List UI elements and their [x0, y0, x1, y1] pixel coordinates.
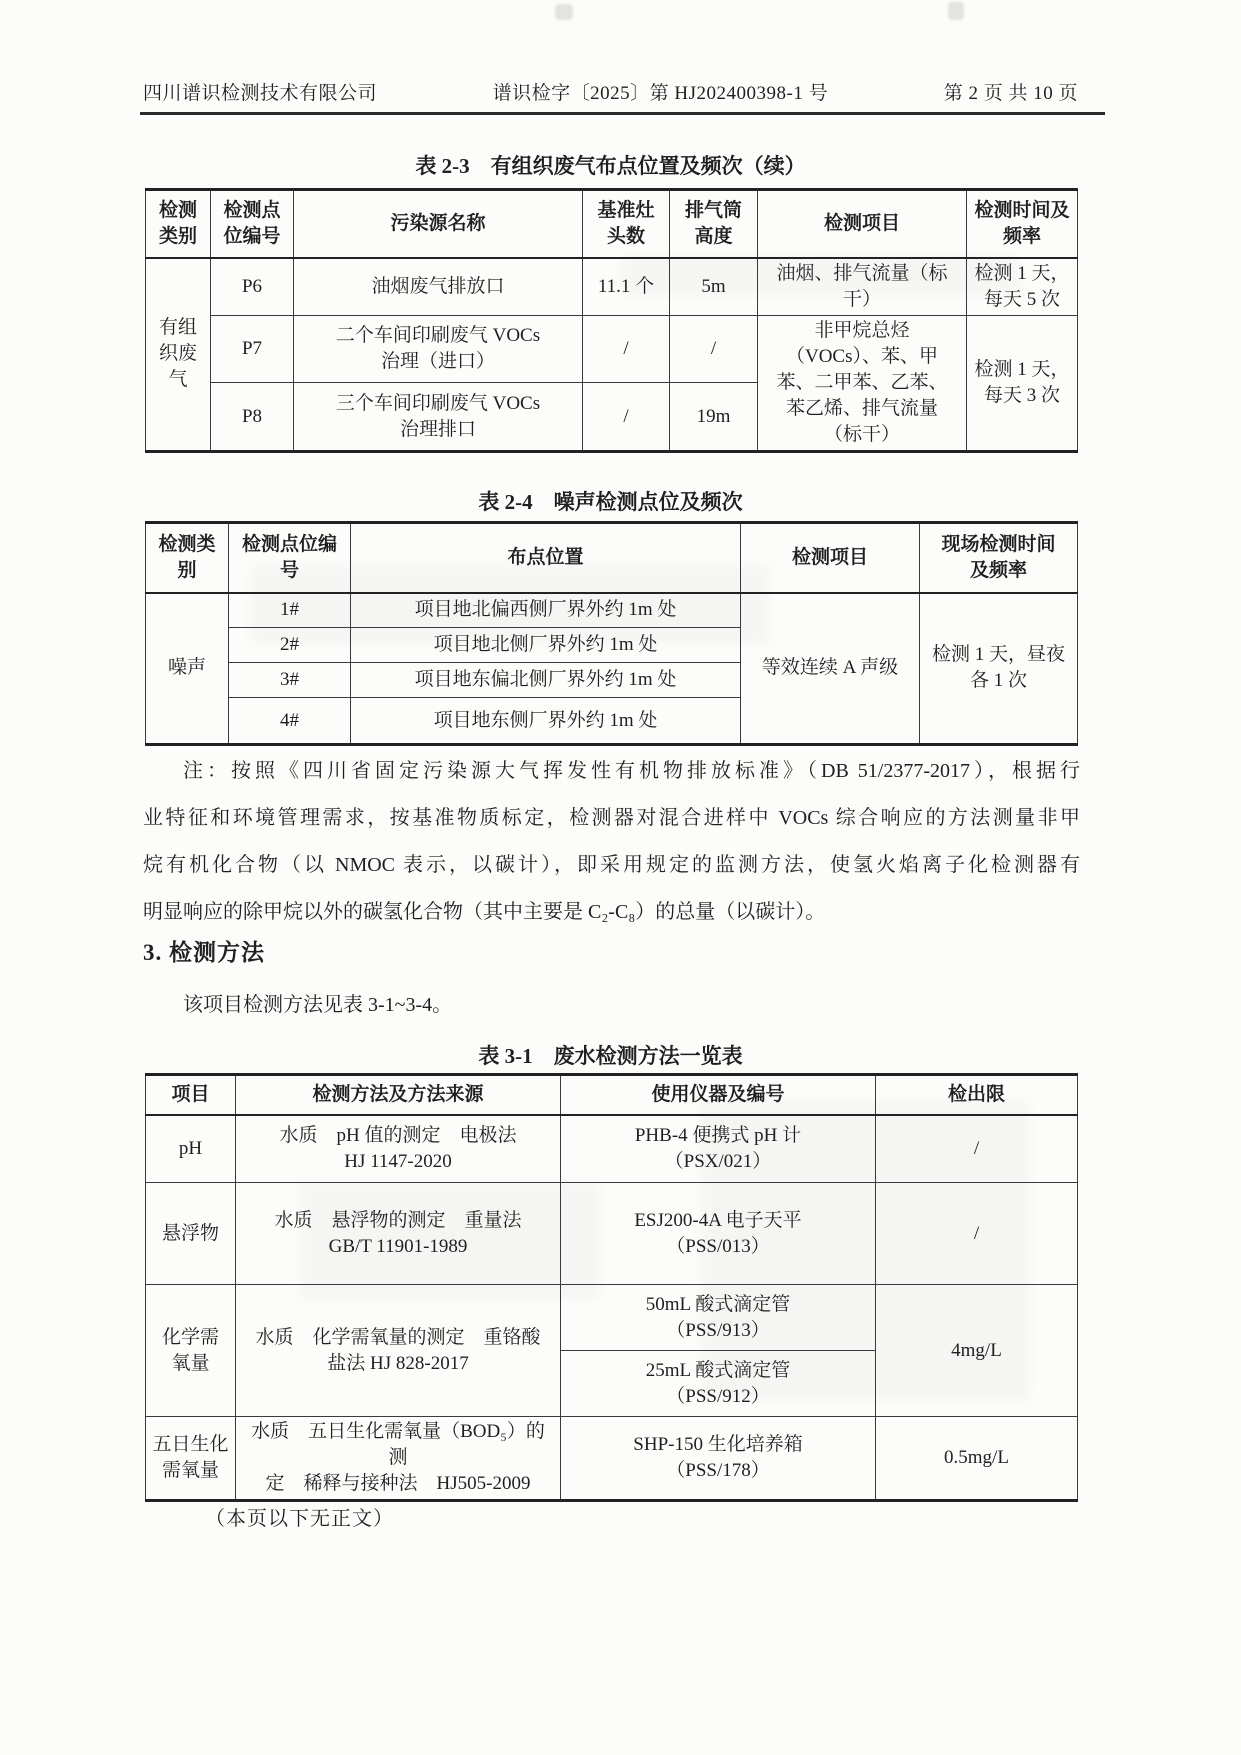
table-row-p7: [146, 316, 1078, 383]
table-2-3: [145, 188, 1078, 453]
cell-method-line1: 水质 悬浮物的测定 重量法: [274, 1209, 522, 1231]
scan-artifact: [555, 4, 573, 20]
table-2-4-title: 表 2-4 噪声检测点位及频次: [478, 490, 743, 514]
table-2-3-header-row: [146, 190, 1078, 258]
cell-source: 油烟废气排放口: [294, 258, 583, 316]
cell-burners: /: [583, 383, 670, 452]
col-header-source: 污染源名称: [294, 190, 583, 258]
cell-items-merged: 等效连续 A 声级: [741, 593, 920, 745]
cell-instrument: [561, 1285, 876, 1351]
note-line: 业特征和环境管理需求，按基准物质标定，检测器对混合进样中 VOCs 综合响应的方法测量非甲: [143, 807, 1080, 829]
table-row-ph: [146, 1115, 1078, 1183]
cell-point: 2#: [229, 628, 351, 663]
cell-item: 悬浮物: [146, 1183, 236, 1285]
cell-instrument-line2: （PSS/013）: [666, 1235, 770, 1257]
cell-item-line1: 化学需: [161, 1326, 219, 1348]
cell-items: 油烟、排气流量（标干）: [758, 258, 967, 316]
page-number: 第 2 页 共 10 页: [943, 83, 1078, 104]
cell-instrument-line1: 50mL 酸式滴定管: [645, 1293, 791, 1315]
table-row-ss: [146, 1183, 1078, 1285]
col-header-burners: 基准灶头数: [583, 190, 670, 258]
cell-limit: /: [876, 1183, 1078, 1285]
cell-instrument-line2: （PSX/021）: [664, 1150, 772, 1172]
cell-location: 项目地北偏西侧厂界外约 1m 处: [351, 593, 741, 628]
col-header-category: 检测类别: [146, 190, 211, 258]
cell-method: [236, 1285, 561, 1417]
cell-point: P8: [211, 383, 294, 452]
cell-method: [236, 1115, 561, 1183]
cell-instrument-line2: （PSS/178）: [666, 1460, 770, 1481]
col-header-method: 检测方法及方法来源: [236, 1075, 561, 1115]
cell-frequency-merged: 检测 1 天，昼夜各 1 次: [920, 593, 1078, 745]
cell-instrument: [561, 1115, 876, 1183]
cell-stack: /: [670, 316, 758, 383]
section-3-heading: 3. 检测方法: [143, 940, 265, 965]
table-3-1-header-row: [146, 1075, 1078, 1115]
cell-instrument-line1: 25mL 酸式滴定管: [645, 1359, 791, 1381]
table-2-3-title: 表 2-3 有组织废气布点位置及频次（续）: [415, 154, 806, 178]
col-header-stack: 排气筒高度: [670, 190, 758, 258]
cell-source: [294, 383, 583, 452]
cell-location: 项目地北侧厂界外约 1m 处: [351, 628, 741, 663]
col-header-point: 检测点位编号: [211, 190, 294, 258]
col-header-item: 项目: [146, 1075, 236, 1115]
table-row-cod-1: [146, 1285, 1078, 1351]
col-header-limit: 检出限: [876, 1075, 1078, 1115]
cell-instrument: [561, 1183, 876, 1285]
cell-item: [146, 1417, 236, 1501]
col-header-category: 检测类别: [146, 523, 229, 593]
cell-location: 项目地东偏北侧厂界外约 1m 处: [351, 663, 741, 698]
cell-limit: /: [876, 1115, 1078, 1183]
cell-method: [236, 1417, 561, 1501]
cell-instrument-line1: SHP-150 生化培养箱: [633, 1434, 803, 1455]
cell-burners: 11.1 个: [583, 258, 670, 316]
cell-category: 有组织废气: [146, 258, 211, 452]
cell-point: P7: [211, 316, 294, 383]
cell-instrument-line1: PHB-4 便携式 pH 计: [634, 1124, 802, 1146]
cell-items-merged: 非甲烷总烃（VOCs）、苯、甲苯、二甲苯、乙苯、苯乙烯、排气流量（标干）: [758, 316, 967, 452]
scan-artifact: [948, 2, 964, 20]
end-of-text-note: （本页以下无正文）: [205, 1508, 394, 1530]
table-note: [143, 748, 1080, 936]
cell-point: P6: [211, 258, 294, 316]
doc-number: 谱识检字〔2025〕第 HJ202400398-1 号: [492, 83, 829, 104]
cell-source-line2: 治理排口: [399, 418, 476, 440]
note-line: 注：按照《四川省固定污染源大气挥发性有机物排放标准》（DB 51/2377-2017），根据行: [183, 760, 1080, 782]
col-header-location: 布点位置: [351, 523, 741, 593]
table-2-4-header-row: [146, 523, 1078, 593]
note-line: 明显响应的除甲烷以外的碳氢化合物（其中主要是 C₂-C₈）的总量（以碳计）。: [143, 901, 826, 923]
cell-frequency: 检测 1 天，每天 5 次: [967, 258, 1078, 316]
cell-item: pH: [146, 1115, 236, 1183]
col-header-instrument: 使用仪器及编号: [561, 1075, 876, 1115]
cell-method-line1: 水质 化学需氧量的测定 重铬酸: [255, 1326, 541, 1348]
cell-item-line2: 氧量: [171, 1352, 210, 1374]
cell-method-line1: 水质 pH 值的测定 电极法: [279, 1124, 517, 1146]
cell-instrument: [561, 1417, 876, 1501]
cell-frequency-merged: 检测 1 天，每天 3 次: [967, 316, 1078, 452]
cell-source-line1: 二个车间印刷废气 VOCs: [335, 325, 541, 347]
col-header-point: 检测点位编号: [229, 523, 351, 593]
cell-source-line2: 治理（进口）: [380, 351, 495, 373]
table-row-p6: [146, 258, 1078, 316]
header-divider: [140, 112, 1105, 115]
table-3-1: [145, 1073, 1078, 1502]
cell-limit: 4mg/L: [876, 1285, 1078, 1417]
table-3-1-title: 表 3-1 废水检测方法一览表: [478, 1044, 743, 1068]
cell-method-line2: GB/T 11901-1989: [328, 1235, 468, 1257]
cell-item-line2: 需氧量: [161, 1460, 219, 1481]
table-2-4: [145, 521, 1078, 746]
col-header-items: 检测项目: [758, 190, 967, 258]
cell-burners: /: [583, 316, 670, 383]
section-3-intro: 该项目检测方法见表 3-1~3-4。: [183, 994, 453, 1016]
cell-category: 噪声: [146, 593, 229, 745]
cell-source: [294, 316, 583, 383]
cell-method: [236, 1183, 561, 1285]
cell-location: 项目地东侧厂界外约 1m 处: [351, 698, 741, 745]
cell-point: 1#: [229, 593, 351, 628]
cell-instrument-line2: （PSS/912）: [666, 1385, 770, 1407]
cell-limit: 0.5mg/L: [876, 1417, 1078, 1501]
cell-point: 3#: [229, 663, 351, 698]
col-header-items: 检测项目: [741, 523, 920, 593]
cell-method-line1: 水质 五日生化需氧量（BOD₅）的测: [251, 1421, 545, 1468]
col-header-frequency: 检测时间及频率: [967, 190, 1078, 258]
cell-instrument-line1: ESJ200-4A 电子天平: [634, 1209, 802, 1231]
cell-point: 4#: [229, 698, 351, 745]
cell-item-line1: 五日生化: [152, 1434, 229, 1455]
cell-method-line2: HJ 1147-2020: [344, 1150, 452, 1172]
cell-source-line1: 三个车间印刷废气 VOCs: [335, 392, 541, 414]
cell-instrument-line2: （PSS/913）: [666, 1319, 770, 1341]
cell-method-line2: 定 稀释与接种法 HJ505-2009: [265, 1473, 531, 1494]
cell-method-line2: 盐法 HJ 828-2017: [327, 1352, 469, 1374]
table-row-noise-1: [146, 593, 1078, 628]
cell-item: [146, 1285, 236, 1417]
cell-stack: 5m: [670, 258, 758, 316]
cell-stack: 19m: [670, 383, 758, 452]
note-line: 烷有机化合物（以 NMOC 表示，以碳计），即采用规定的监测方法，使氢火焰离子化检测器有: [143, 854, 1080, 876]
table-row-bod: [146, 1417, 1078, 1501]
col-header-frequency: 现场检测时间及频率: [920, 523, 1078, 593]
cell-instrument: [561, 1351, 876, 1417]
company-name: 四川谱识检测技术有限公司: [143, 83, 378, 104]
report-header: [143, 78, 1078, 105]
